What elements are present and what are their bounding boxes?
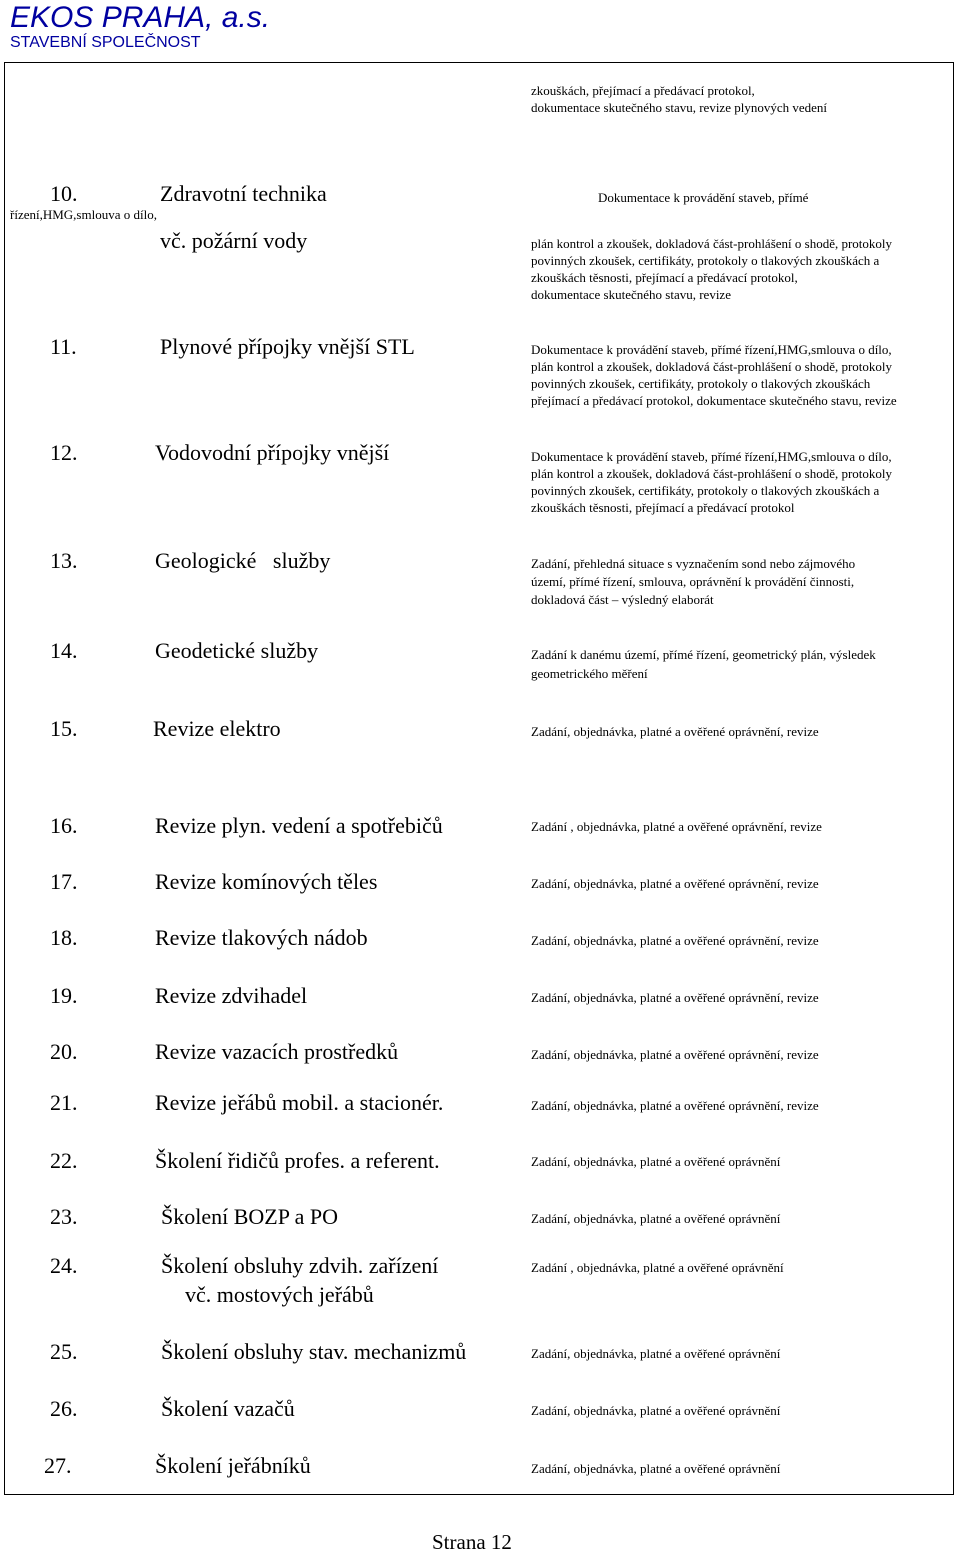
item-title: Plynové přípojky vnější STL [160, 334, 415, 359]
item-description: Zadání, objednávka, platné a ověřené oprávnění, revize [531, 933, 819, 948]
item-number: 27. [44, 1453, 72, 1478]
item-title: Školení jeřábníků [155, 1453, 311, 1478]
item-description: Zadání, objednávka, platné a ověřené oprávnění, revize [531, 876, 819, 891]
item-description-line: geometrického měření [531, 666, 648, 681]
item-number: 20. [50, 1039, 78, 1064]
item-description: Zadání, objednávka, platné a ověřené oprávnění [531, 1461, 781, 1476]
item-title: Revize vazacích prostředků [155, 1039, 399, 1064]
item-description-line: zkouškách těsnosti, přejímací a předávací protokol, [531, 270, 798, 285]
item-description-line: plán kontrol a zkoušek, dokladová část-prohlášení o shodě, protokoly [531, 236, 893, 251]
item-description-line: území, přímé řízení, smlouva, oprávnění k provádění činnosti, [531, 574, 855, 589]
item-title-continued: vč. mostových jeřábů [185, 1282, 374, 1307]
item-description: Zadání, objednávka, platné a ověřené oprávnění [531, 1403, 781, 1418]
item-title: Školení vazačů [161, 1396, 295, 1421]
item-description-line: plán kontrol a zkoušek, dokladová část-prohlášení o shodě, protokoly [531, 466, 893, 481]
item-title: Revize elektro [153, 716, 281, 741]
item-number: 22. [50, 1148, 78, 1173]
item-number: 11. [50, 334, 77, 359]
item-title: Revize komínových těles [155, 869, 378, 894]
item-description: Zadání , objednávka, platné a ověřené oprávnění, revize [531, 819, 822, 834]
item-description-line: Zadání k danému území, přímé řízení, geometrický plán, výsledek [531, 647, 876, 662]
item-title: Školení řidičů profes. a referent. [155, 1148, 440, 1173]
item-description: Zadání, objednávka, platné a ověřené oprávnění, revize [531, 990, 819, 1005]
continuation-text [531, 82, 827, 116]
continuation-line: zkouškách, přejímací a předávací protokol, [531, 83, 755, 98]
item-title: Geologické služby [155, 548, 331, 573]
item-number: 21. [50, 1090, 78, 1115]
item-description-line: povinných zkoušek, certifikáty, protokoly o tlakových zkouškách a [531, 253, 880, 268]
item-description-line: Dokumentace k provádění staveb, přímé řízení,HMG,smlouva o dílo, [531, 342, 892, 357]
item-number: 18. [50, 925, 78, 950]
item-title: Geodetické služby [155, 638, 319, 663]
item-number: 23. [50, 1204, 78, 1229]
page-number: Strana 12 [432, 1530, 512, 1554]
item-description: Zadání, objednávka, platné a ověřené oprávnění [531, 1211, 781, 1226]
item-description-line: Dokumentace k provádění staveb, přímé řízení,HMG,smlouva o dílo, [531, 449, 892, 464]
item-description-line: povinných zkoušek, certifikáty, protokoly o tlakových zkouškách [531, 376, 871, 391]
company-subtitle: STAVEBNÍ SPOLEČNOST [10, 34, 201, 51]
item-title: Vodovodní přípojky vnější [155, 440, 390, 465]
item-description-line: zkouškách těsnosti, přejímací a předávací protokol [531, 500, 795, 515]
item-description: Zadání, objednávka, platné a ověřené oprávnění [531, 1346, 781, 1361]
item-number: 25. [50, 1339, 78, 1364]
item-description-line: plán kontrol a zkoušek, dokladová část-prohlášení o shodě, protokoly [531, 359, 893, 374]
item-description: Zadání, objednávka, platné a ověřené oprávnění, revize [531, 1098, 819, 1113]
item-description [531, 448, 892, 516]
item-description-line: Zadání, přehledná situace s vyznačením sond nebo zájmového [531, 556, 856, 571]
item-title: Školení BOZP a PO [161, 1204, 339, 1229]
item-description: Zadání , objednávka, platné a ověřené oprávnění [531, 1260, 784, 1275]
item-title: Revize jeřábů mobil. a stacionér. [155, 1090, 444, 1115]
item-description: Zadání, objednávka, platné a ověřené oprávnění, revize [531, 724, 819, 739]
item-number: 26. [50, 1396, 78, 1421]
item-number: 13. [50, 548, 78, 573]
item-description-line: povinných zkoušek, certifikáty, protokoly o tlakových zkouškách a [531, 483, 880, 498]
item-title: Revize plyn. vedení a spotřebičů [155, 813, 443, 838]
item-description [531, 555, 855, 609]
item-description: Zadání, objednávka, platné a ověřené oprávnění, revize [531, 1047, 819, 1062]
item-title: Revize zdvihadel [155, 983, 308, 1008]
item-number: 24. [50, 1253, 78, 1278]
item-title: Zdravotní technika [160, 181, 327, 206]
company-name: EKOS PRAHA, a.s. [10, 1, 271, 34]
item-number: 14. [50, 638, 78, 663]
item-title-continued: vč. požární vody [160, 228, 308, 253]
item-number: 16. [50, 813, 78, 838]
item-title: Školení obsluhy stav. mechanizmů [161, 1339, 467, 1364]
item-description-line: dokladová část – výsledný elaborát [531, 592, 714, 607]
item-description-line: přejímací a předávací protokol, dokumentace skutečného stavu, revize [531, 393, 897, 408]
item-description [531, 645, 876, 683]
item-description-line: řízení,HMG,smlouva o dílo, [10, 207, 157, 222]
item-number: 15. [50, 716, 78, 741]
item-description [531, 341, 897, 409]
item-description [531, 235, 892, 303]
item-number: 17. [50, 869, 78, 894]
item-number: 10. [50, 181, 78, 206]
item-number: 19. [50, 983, 78, 1008]
item-number: 12. [50, 440, 78, 465]
item-description-line: Dokumentace k provádění staveb, přímé [598, 190, 809, 205]
item-title: Revize tlakových nádob [155, 925, 368, 950]
item-description: Zadání, objednávka, platné a ověřené oprávnění [531, 1154, 781, 1169]
item-description-line: dokumentace skutečného stavu, revize [531, 287, 731, 302]
item-title: Školení obsluhy zdvih. zařízení [161, 1253, 439, 1278]
continuation-line: dokumentace skutečného stavu, revize plynových vedení [531, 100, 828, 115]
